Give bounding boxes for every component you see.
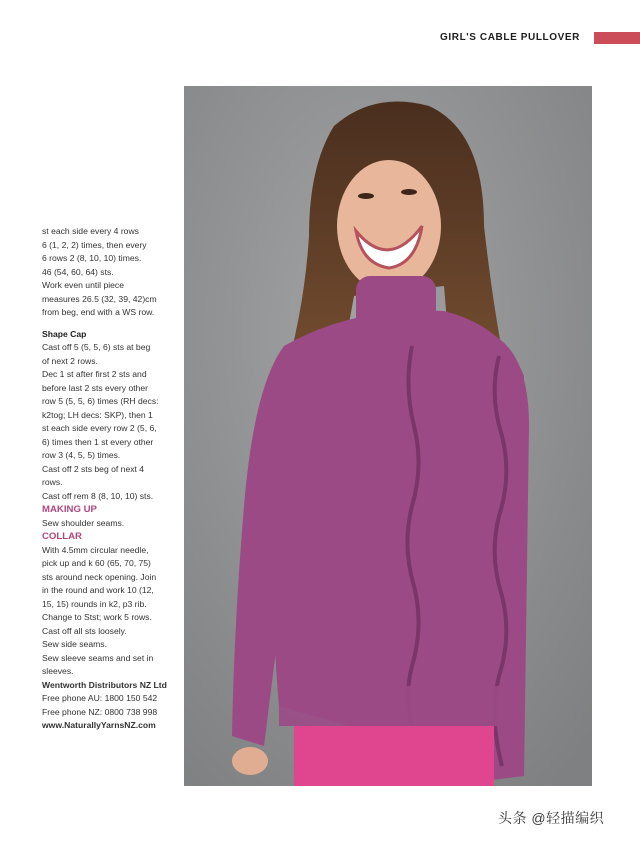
distributor-name: Wentworth Distributors NZ Ltd	[42, 679, 167, 690]
text-line: 46 (54, 60, 64) sts.	[42, 266, 114, 277]
text-line: Sew side seams.	[42, 639, 107, 649]
model-photo	[184, 86, 592, 786]
text-line: measures 26.5 (32, 39, 42)cm	[42, 293, 157, 304]
text-line: 6 (1, 2, 2) times, then every	[42, 239, 147, 250]
right-eye	[401, 189, 417, 195]
text-line: Change to Stst; work 5 rows.	[42, 612, 152, 622]
text-line: of next 2 rows.	[42, 355, 98, 366]
phone-au: Free phone AU: 1800 150 542	[42, 693, 158, 703]
pants	[294, 726, 494, 786]
pattern-text-column	[42, 225, 177, 733]
face	[337, 160, 441, 292]
text-line: rows.	[42, 477, 63, 487]
text-line: sts around neck opening. Join	[42, 571, 157, 582]
making-up-section	[42, 503, 177, 530]
text-line: 6 rows 2 (8, 10, 10) times.	[42, 253, 142, 263]
header-accent-bar	[594, 32, 640, 44]
continued-instructions	[42, 225, 177, 320]
text-line: Dec 1 st after first 2 sts and	[42, 369, 147, 379]
watermark-text: 头条 @轻描编织	[498, 810, 605, 826]
left-eye	[358, 193, 374, 199]
text-line: Cast off rem 8 (8, 10, 10) sts.	[42, 490, 154, 501]
photo-illustration	[184, 86, 592, 786]
text-line: Sew shoulder seams.	[42, 517, 125, 528]
making-up-heading: MAKING UP	[42, 504, 97, 515]
text-line: Work even until piece	[42, 280, 125, 290]
collar-heading: COLLAR	[42, 531, 82, 542]
text-line: With 4.5mm circular needle,	[42, 544, 149, 555]
text-line: sleeves.	[42, 666, 74, 676]
hem-ribbing	[279, 686, 514, 726]
text-line: from beg, end with a WS row.	[42, 307, 155, 317]
text-line: st each side every row 2 (5, 6,	[42, 423, 157, 433]
shape-cap-section	[42, 328, 177, 504]
page-title: GIRL'S CABLE PULLOVER	[440, 32, 580, 43]
text-line: Cast off 5 (5, 5, 6) sts at beg	[42, 342, 151, 352]
collar-section	[42, 530, 177, 679]
shape-cap-heading: Shape Cap	[42, 328, 87, 339]
distributor-info	[42, 679, 177, 733]
text-line: in the round and work 10 (12,	[42, 585, 154, 595]
text-line: 6) times then 1 st every other	[42, 436, 154, 447]
text-line: row 5 (5, 5, 6) times (RH decs:	[42, 396, 159, 406]
phone-nz: Free phone NZ: 0800 738 998	[42, 706, 158, 717]
website-link[interactable]: www.NaturallyYarnsNZ.com	[42, 720, 156, 730]
text-line: st each side every 4 rows	[42, 226, 139, 236]
text-line: Cast off all sts loosely.	[42, 625, 127, 636]
text-line: k2tog; LH decs: SKP), then 1	[42, 409, 153, 420]
text-line: 15, 15) rounds in k2, p3 rib.	[42, 598, 147, 609]
text-line: before last 2 sts every other	[42, 382, 149, 393]
text-line: row 3 (4, 5, 5) times.	[42, 450, 121, 460]
text-line: Cast off 2 sts beg of next 4	[42, 463, 145, 474]
left-hand	[232, 747, 268, 775]
text-line: Sew sleeve seams and set in	[42, 652, 154, 663]
text-line: pick up and k 60 (65, 70, 75)	[42, 558, 151, 568]
